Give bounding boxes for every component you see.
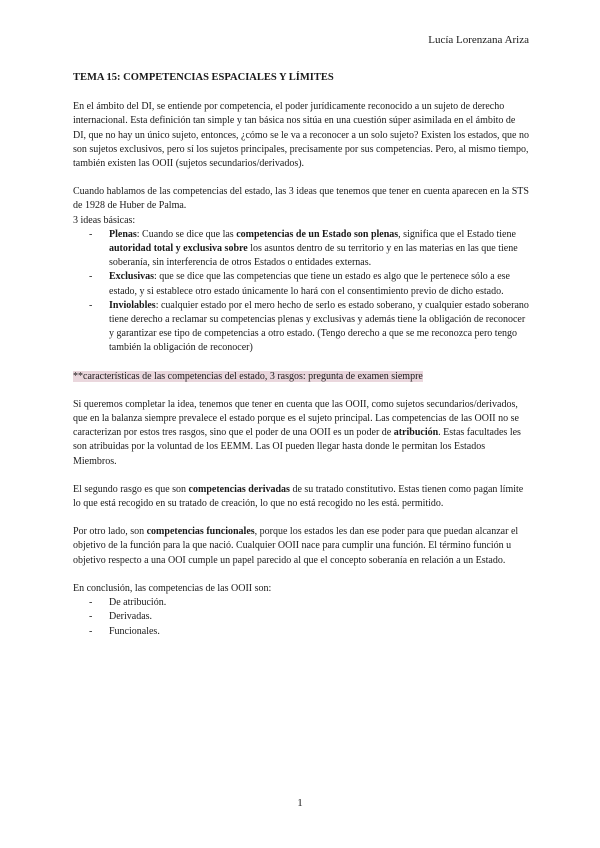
author-name: Lucía Lorenzana Ariza xyxy=(428,34,529,46)
paragraph-conclusion: En conclusión, las competencias de las OOII son: xyxy=(73,582,272,594)
page-number: 1 xyxy=(297,797,303,809)
list-item-inviolables: - Inviolables: cualquier estado por el mero hecho de serlo es estado soberano, y cualquier estado soberano tiene derecho a reclamar su competencias plenas y exclusivas y además tiene la obligación de reconocer y garantizar ese tipo de competencias a otro estado. (Tengo derecho a que se me reconozca pero tengo también la obligación de reconocer) xyxy=(73,299,530,356)
exam-note xyxy=(73,370,530,384)
term-plenas: Plenas xyxy=(109,228,137,240)
ideas-heading: 3 ideas básicas: xyxy=(73,214,136,226)
paragraph-ooii-attribution: Si queremos completar la idea, tenemos que tener en cuenta que las OOII, como sujetos secundarios/derivados, que en la balanza siempre prevalece el estado porque es el sujeto principal. Las competencias de las OOII no se caracterizan por estos tres rasgos, sino que el poder de una OOII es un poder de atribución. Estas facultades les son atribuidas por la voluntad de los EEMM. Las OI pueden llegar hasta donde le permitan los Estados Miembros. xyxy=(73,398,521,467)
list-item: - Derivadas. xyxy=(73,610,530,624)
list-item: - De atribución. xyxy=(73,596,530,610)
paragraph-state-competences: Cuando hablamos de las competencias del estado, las 3 ideas que tenemos que tener en cuenta aparecen en la STS de 1928 de Huber de Palma. xyxy=(73,186,529,212)
list-item-plenas: - Plenas: Cuando se dice que las competencias de un Estado son plenas, significa que el Estado tiene autoridad total y exclusiva sobre los asuntos dentro de su territorio y en las materias en las que tiene soberanía, sin interferencia de otros Estados o entidades externas. xyxy=(73,228,530,271)
highlighted-note: **características de las competencias del estado, 3 rasgos: pregunta de examen siempre xyxy=(73,370,423,382)
term-exclusivas: Exclusivas xyxy=(109,271,155,283)
paragraph-functional: Por otro lado, son competencias funcionales, porque los estados les dan ese poder para que puedan alcanzar el objetivo de la función para la que nació. Cualquier OOII nace para cumplir una función. El término función u objetivo respecto a una OOI cumple un papel parecido al que el concepto soberanía en relación a un Estado. xyxy=(73,526,519,566)
paragraph-intro: En el ámbito del DI, se entiende por competencia, el poder jurídicamente reconocido a un sujeto de derecho internacional. Esta definición tan simple y tan básica nos sitúa en una cuestión súper asimilada en el ámbito de DI, que no hay un único sujeto, entonces, ¿cómo se le va a reconocer a un solo sujeto? Existen los estados, que no son sujetos exclusivos, pero sí los sujetos principales, precisamente por sus competencias. Pero, al mismo tiempo, también existen las OOII (sujetos secundarios/derivados). xyxy=(73,101,529,170)
paragraph-derived: El segundo rasgo es que son competencias derivadas de su tratado constitutivo. Estas tienen como pagan límite lo que está recogido en su tratado de creación, lo que no está recogido no les está. permitido. xyxy=(73,483,524,510)
document-title: TEMA 15: COMPETENCIAS ESPACIALES Y LÍMITES xyxy=(73,72,334,83)
conclusion-list xyxy=(73,596,530,639)
document-body xyxy=(73,71,530,653)
term-inviolables: Inviolables xyxy=(109,299,156,311)
list-item-exclusivas: - Exclusivas: que se dice que las competencias que tiene un estado es algo que le pertenece sólo a ese estado, y si establece otro estado únicamente lo hará con el consentimiento previo de dicho estado. xyxy=(73,270,530,298)
ideas-list xyxy=(73,228,530,356)
list-item: - Funcionales. xyxy=(73,625,530,639)
